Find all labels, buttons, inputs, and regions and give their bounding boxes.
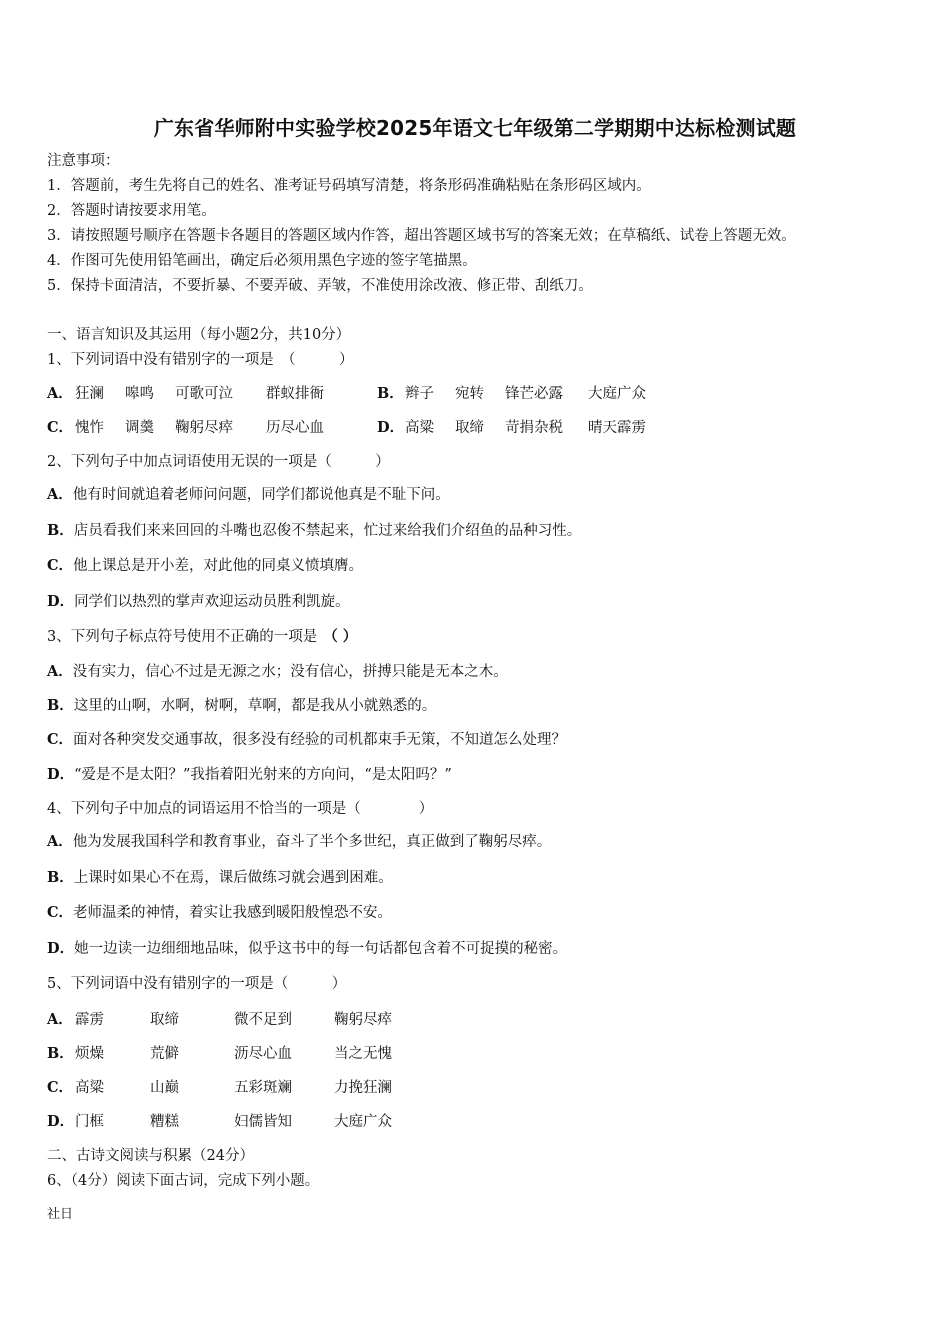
question-5-stem: 5、下列词语中没有错别字的一项是（ ） <box>47 976 347 992</box>
q5-option-d-letter: D． <box>47 1113 75 1130</box>
q3-option-b-letter: B． <box>47 697 74 714</box>
q5-option-b-word-2: 荒僻 <box>150 1046 179 1062</box>
q1-option-b-letter: B． <box>377 385 404 402</box>
q1-option-a-word-2: 嗥鸣 <box>125 386 154 402</box>
q1-option-d-word-4: 晴天霹雳 <box>588 420 646 436</box>
q1-option-c-word-4: 历尽心血 <box>266 420 324 436</box>
q5-option-b-word-4: 当之无愧 <box>334 1046 392 1062</box>
q5-option-a-word-3: 微不足到 <box>234 1012 292 1028</box>
q3-option-b <box>47 696 436 716</box>
q5-option-c-word-3: 五彩斑斓 <box>234 1080 292 1096</box>
q4-option-a-letter: A． <box>47 833 73 850</box>
section-2-heading: 二、古诗文阅读与积累（24分） <box>47 1148 254 1164</box>
notice-item-4: 4．作图可先使用铅笔画出，确定后必须用黑色字迹的签字笔描黑。 <box>47 253 477 269</box>
q1-option-a-word-4: 群蚁排衙 <box>266 386 324 402</box>
q2-option-a-letter: A． <box>47 486 73 503</box>
question-4-stem: 4、下列句子中加点的词语运用不恰当的一项是（ ） <box>47 801 434 817</box>
q3-answer-bracket: （ ） <box>323 628 358 645</box>
q1-option-c-word-1: 愧怍 <box>75 420 104 436</box>
question-6-stem: 6、（4分）阅读下面古词，完成下列小题。 <box>47 1173 320 1189</box>
q5-option-a-word-2: 取缔 <box>150 1012 179 1028</box>
notice-item-1: 1．答题前，考生先将自己的姓名、准考证号码填写清楚，将条形码准确粘贴在条形码区域内。 <box>47 178 651 194</box>
q4-option-a <box>47 832 551 852</box>
q3-option-d-letter: D． <box>47 766 75 783</box>
q3-option-d <box>47 765 452 785</box>
q1-option-b-word-2: 宛转 <box>455 386 484 402</box>
q1-option-d-word-2: 取缔 <box>455 420 484 436</box>
q5-option-a-word-4: 鞠躬尽瘁 <box>334 1012 392 1028</box>
q5-option-d-word-4: 大庭广众 <box>334 1114 392 1130</box>
q3-option-c-letter: C． <box>47 731 74 748</box>
q4-option-d <box>47 939 567 959</box>
section-1-heading: 一、语言知识及其运用（每小题2分，共10分） <box>47 327 351 343</box>
q5-option-b-word-1: 烦燥 <box>75 1046 104 1062</box>
q2-option-c <box>47 556 363 576</box>
q4-option-b-letter: B． <box>47 869 74 886</box>
q2-option-a-text: 他有时间就追着老师问问题，同学们都说他真是不耻下问。 <box>72 487 450 503</box>
q1-option-d-letter: D． <box>377 419 405 436</box>
q1-option-a-word-1: 狂澜 <box>75 386 104 402</box>
q2-option-d-letter: D． <box>47 593 75 610</box>
q4-option-d-letter: D． <box>47 940 75 957</box>
q4-option-a-text: 他为发展我国科学和教育事业，奋斗了半个多世纪，真正做到了鞠躬尽瘁。 <box>72 834 552 850</box>
q5-option-d-word-3: 妇儒皆知 <box>234 1114 292 1130</box>
q3-option-c <box>47 730 566 750</box>
notice-item-2: 2．答题时请按要求用笔。 <box>47 203 216 219</box>
q4-option-c <box>47 903 392 923</box>
q5-option-c-word-2: 山巅 <box>150 1080 179 1096</box>
q3-option-a-letter: A． <box>47 663 73 680</box>
q2-option-b-letter: B． <box>47 522 74 539</box>
notice-item-5: 5．保持卡面清洁，不要折暴、不要弄破、弄皱，不准使用涂改液、修正带、刮纸刀。 <box>47 278 593 294</box>
q1-option-b-word-1: 辫子 <box>405 386 434 402</box>
q2-option-d-text: 同学们以热烈的掌声欢迎运动员胜利凯旋。 <box>74 594 350 610</box>
q2-option-d <box>47 592 350 612</box>
q1-option-d-word-3: 苛捐杂税 <box>505 420 563 436</box>
question-2-stem: 2、下列句子中加点词语使用无误的一项是（ ） <box>47 454 390 470</box>
q1-option-b-word-3: 锋芒必露 <box>505 386 563 402</box>
q3-option-d-text: “爱是不是太阳？”我指着阳光射来的方向问，“是太阳吗？” <box>74 767 452 783</box>
q1-option-a-word-3: 可歌可泣 <box>175 386 233 402</box>
q5-option-d-word-2: 糟糕 <box>150 1114 179 1130</box>
q1-option-c-letter: C． <box>47 419 74 436</box>
q5-option-b-letter: B． <box>47 1045 74 1062</box>
q3-stem-text: 3、下列句子标点符号使用不正确的一项是 <box>47 629 318 645</box>
question-1-stem: 1、下列词语中没有错别字的一项是 （ ） <box>47 352 354 368</box>
q5-option-d-word-1: 门框 <box>75 1114 104 1130</box>
q2-option-b-text: 店员看我们来来回回的斗嘴也忍俊不禁起来，忙过来给我们介绍鱼的品种习性。 <box>73 523 582 539</box>
q5-option-c-word-1: 高粱 <box>75 1080 104 1096</box>
q2-option-a <box>47 485 450 505</box>
q4-option-b-text: 上课时如果心不在焉，课后做练习就会遇到困难。 <box>73 870 393 886</box>
q4-option-d-text: 她一边读一边细细地品味，似乎这书中的每一句话都包含着不可捉摸的秘密。 <box>74 941 568 957</box>
q3-option-c-text: 面对各种突发交通事故，很多没有经验的司机都束手无策，不知道怎么处理？ <box>73 732 567 748</box>
page-title: 广东省华师附中实验学校2025年语文七年级第二学期期中达标检测试题 <box>153 116 797 140</box>
q4-option-c-letter: C． <box>47 904 74 921</box>
q3-option-b-text: 这里的山啊，水啊，树啊，草啊，都是我从小就熟悉的。 <box>73 698 437 714</box>
q5-option-a-word-1: 霹雳 <box>75 1012 104 1028</box>
question-3-stem <box>47 627 357 647</box>
q3-option-a <box>47 662 508 682</box>
q4-option-b <box>47 868 393 888</box>
q1-option-b-word-4: 大庭广众 <box>588 386 646 402</box>
q1-option-c-word-2: 调羹 <box>125 420 154 436</box>
poem-title: 社日 <box>47 1207 74 1222</box>
q3-option-a-text: 没有实力，信心不过是无源之水；没有信心，拼搏只能是无本之木。 <box>72 664 508 680</box>
notice-item-3: 3．请按照题号顺序在答题卡各题目的答题区域内作答，超出答题区域书写的答案无效；在草稿纸、试卷上答题无效。 <box>47 228 796 244</box>
q1-option-d-word-1: 高粱 <box>405 420 434 436</box>
q1-option-a-letter: A． <box>47 385 73 402</box>
q5-option-c-letter: C． <box>47 1079 74 1096</box>
q5-option-b-word-3: 沥尽心血 <box>234 1046 292 1062</box>
q2-option-c-letter: C． <box>47 557 74 574</box>
notice-heading: 注意事项： <box>47 153 120 169</box>
q2-option-b <box>47 521 581 541</box>
q2-option-c-text: 他上课总是开小差，对此他的同桌义愤填膺。 <box>73 558 364 574</box>
q5-option-a-letter: A． <box>47 1011 73 1028</box>
q5-option-c-word-4: 力挽狂澜 <box>334 1080 392 1096</box>
q1-option-c-word-3: 鞠躬尽瘁 <box>175 420 233 436</box>
q4-option-c-text: 老师温柔的神情，着实让我感到暖阳般惶恐不安。 <box>73 905 393 921</box>
